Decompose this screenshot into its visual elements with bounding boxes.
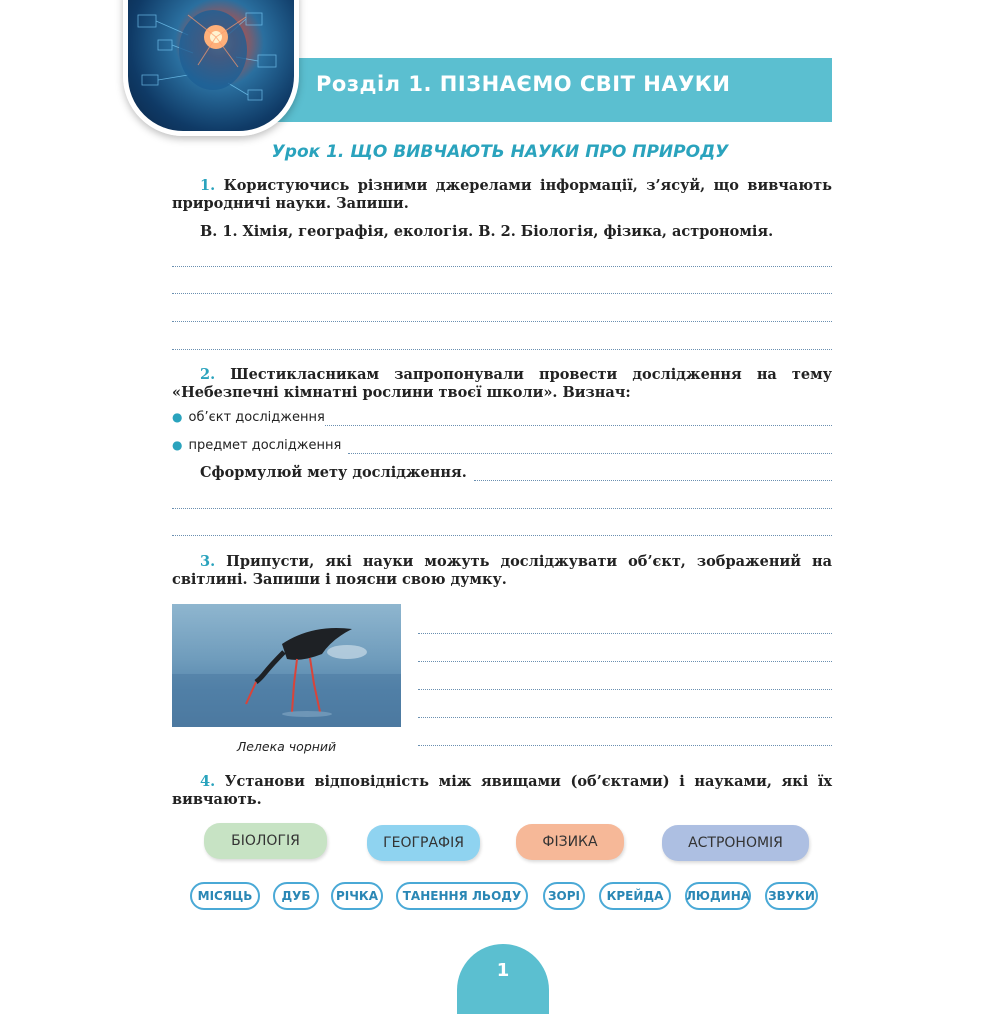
item-tag-human[interactable]: ЛЮДИНА xyxy=(685,882,751,910)
science-pill-physics[interactable]: ФІЗИКА xyxy=(516,824,624,860)
page-number: 1 xyxy=(496,960,510,981)
task-4-number: 4. xyxy=(200,773,216,790)
stork-icon xyxy=(172,604,401,727)
answer-line[interactable] xyxy=(418,689,832,690)
science-pill-astronomy[interactable]: АСТРОНОМІЯ xyxy=(662,825,809,861)
item-tag-sounds[interactable]: ЗВУКИ xyxy=(765,882,818,910)
item-tag-stars[interactable]: ЗОРІ xyxy=(543,882,585,910)
section-emblem-image xyxy=(123,0,299,136)
answer-line[interactable] xyxy=(418,661,832,662)
task-3-prompt: Припусти, які науки можуть досліджувати об’єкт, зображений на світлині. Запиши і поясни свою думку. xyxy=(172,553,832,588)
bullet-label: предмет дослідження xyxy=(188,438,342,453)
bullet-dot-icon: ● xyxy=(172,410,183,424)
black-stork-photo xyxy=(172,604,401,727)
science-pill-biology[interactable]: БІОЛОГІЯ xyxy=(204,823,327,859)
bullet-label: об’єкт дослідження xyxy=(188,410,325,425)
science-pill-geography[interactable]: ГЕОГРАФІЯ xyxy=(367,825,480,861)
bullet-dot-icon: ● xyxy=(172,438,183,452)
answer-line[interactable] xyxy=(418,633,832,634)
task-2-prompt: Шестикласникам запропонували провести дослідження на тему «Небезпечні кімнатні рослини твоєї школи». Визнач: xyxy=(172,366,832,401)
task-1-number: 1. xyxy=(200,177,216,194)
section-title: Розділ 1. ПІЗНАЄМО СВІТ НАУКИ xyxy=(316,72,731,96)
answer-line-subject[interactable] xyxy=(348,453,832,454)
task-4-text xyxy=(172,773,832,809)
answer-line-object[interactable] xyxy=(325,425,832,426)
task-1-answer: В. 1. Хімія, географія, екологія. В. 2. Біологія, фізика, астрономія. xyxy=(200,223,774,240)
task-2-text xyxy=(172,366,832,402)
task-1-text xyxy=(172,177,832,213)
item-tag-oak[interactable]: ДУБ xyxy=(273,882,319,910)
item-tag-moon[interactable]: МІСЯЦЬ xyxy=(190,882,260,910)
task-2-formulate: Сформулюй мету дослідження. xyxy=(200,464,467,481)
task-1-prompt: Користуючись різними джерелами інформації, з’ясуй, що вивчають природничі науки. Запиши. xyxy=(172,177,832,212)
answer-line[interactable] xyxy=(172,535,832,536)
answer-line[interactable] xyxy=(172,293,832,294)
answer-line[interactable] xyxy=(418,717,832,718)
answer-line[interactable] xyxy=(172,321,832,322)
task-3-text xyxy=(172,553,832,589)
item-tag-ice-melting[interactable]: ТАНЕННЯ ЛЬОДУ xyxy=(396,882,528,910)
lesson-title: Урок 1. ЩО ВИВЧАЮТЬ НАУКИ ПРО ПРИРОДУ xyxy=(271,142,729,162)
answer-line[interactable] xyxy=(172,266,832,267)
photo-caption: Лелека чорний xyxy=(236,739,337,754)
answer-line[interactable] xyxy=(474,480,832,481)
answer-line[interactable] xyxy=(418,745,832,746)
bullet-object xyxy=(172,410,325,425)
item-tag-river[interactable]: РІЧКА xyxy=(331,882,383,910)
item-tag-chalk[interactable]: КРЕЙДА xyxy=(599,882,671,910)
tech-brain-icon xyxy=(128,0,294,131)
answer-line[interactable] xyxy=(172,508,832,509)
answer-line[interactable] xyxy=(172,349,832,350)
bullet-subject xyxy=(172,438,341,453)
task-2-number: 2. xyxy=(200,366,216,383)
task-3-number: 3. xyxy=(200,553,216,570)
task-4-prompt: Установи відповідність між явищами (об’єктами) і науками, які їх вивчають. xyxy=(172,773,832,808)
